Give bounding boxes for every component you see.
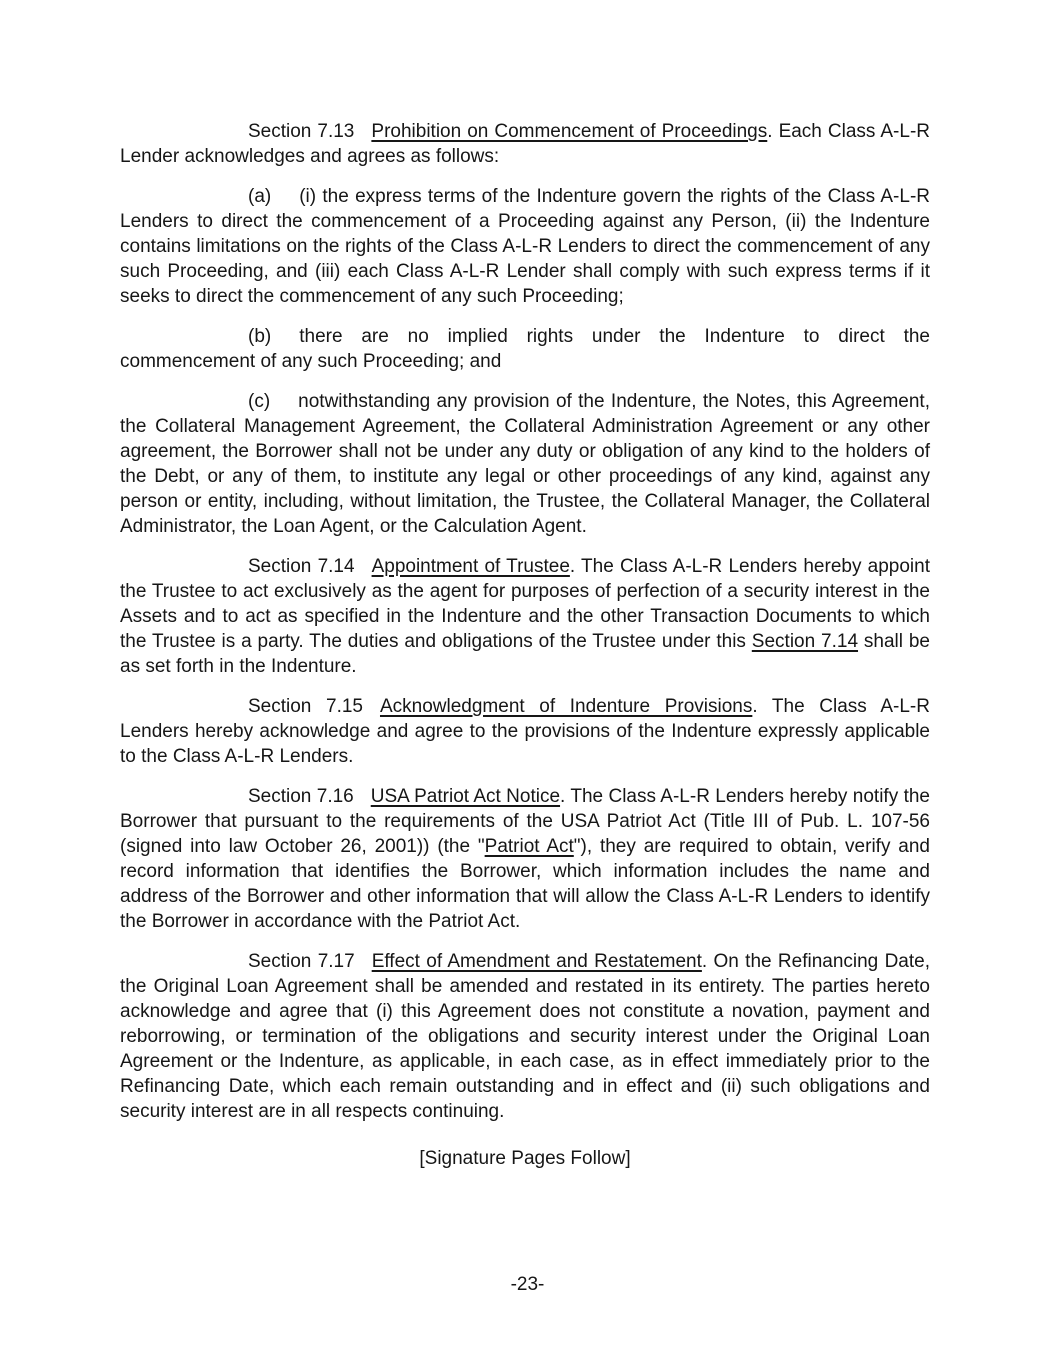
text-run: . The Class A-L-R Lenders hereby appoint the Trustee to act exclusively as the agent for purposes of perfection of a security interest in the Assets and to act as specified in the Indenture and the other Transaction Documents to which the Trustee is a party. The duties and obligations of the Trustee under this [120, 556, 930, 652]
text-run: (b) [248, 326, 272, 347]
text-run: Section 7.17 [248, 951, 355, 972]
text-run: . On the Refinancing Date, the Original Loan Agreement shall be amended and restated in its entirety. The parties hereto acknowledge and agree that (i) this Agreement does not constitute a novation, payment and reborrowing, or termination of the obligations and security interest under the Original Loan Agreement or the Indenture, as applicable, in each case, as in effect immediately prior to the Refinancing Date, which each remain outstanding and in effect and (ii) such obligations and security interest are in all respects continuing. [120, 951, 930, 1122]
text-run: . Each Class A-L-R Lender acknowledges and agrees as follows: [120, 121, 931, 167]
text-run: Section 7.16 [248, 786, 354, 807]
underlined-text-run: Patriot Act [484, 836, 574, 857]
text-run: shall be as set forth in the Indenture. [120, 631, 930, 677]
section-7-14-paragraph [120, 554, 930, 679]
text-run: Section 7.13 [248, 121, 355, 142]
text-run: . The Class A-L-R Lenders hereby acknowledge and agree to the provisions of the Indenture expressly applicable to the Class A-L-R Lenders. [120, 696, 930, 767]
text-run: (c) [248, 391, 271, 412]
clause-b-paragraph [120, 324, 930, 374]
underlined-text-run: Effect of Amendment and Restatement [371, 951, 702, 972]
text-run: . The Class A-L-R Lenders hereby notify the Borrower that pursuant to the requirements of the USA Patriot Act (Title III of Pub. L. 107-56 (signed into law October 26, 2001)) (the " [120, 786, 930, 857]
section-7-13-heading-paragraph [120, 119, 930, 169]
text-run: notwithstanding any provision of the Indenture, the Notes, this Agreement, the Collateral Management Agreement, the Collateral Administration Agreement or any other agreement, the Borrower shall not be under any duty or obligation of any kind to the holders of the Debt, or any of them, to institute any legal or other proceedings of any kind, against any person or entity, including, without limitation, the Trustee, the Collateral Manager, the Collateral Administrator, the Loan Agent, or the Calculation Agent. [120, 391, 930, 537]
underlined-text-run: USA Patriot Act Notice [370, 786, 561, 807]
text-run: "), they are required to obtain, verify and record information that identifies the Borrower, which information includes the name and address of the Borrower and other information that will allow the Class A-L-R Lenders to identify the Borrower in accordance with the Patriot Act. [120, 836, 930, 932]
underlined-text-run: Acknowledgment of Indenture Provisions [379, 696, 753, 717]
underlined-text-run: Prohibition on Commencement of Proceedings [371, 121, 768, 142]
section-7-16-paragraph [120, 784, 930, 934]
text-run: there are no implied rights under the Indenture to direct the commencement of any such Proceeding; and [120, 326, 930, 372]
document-body [120, 119, 930, 1186]
section-7-15-paragraph [120, 694, 930, 769]
text-run: [Signature Pages Follow] [419, 1148, 631, 1169]
underlined-text-run: Section 7.14 [751, 631, 859, 652]
underlined-text-run: Appointment of Trustee [371, 556, 570, 577]
text-run: (i) the express terms of the Indenture govern the rights of the Class A-L-R Lenders to direct the commencement of a Proceeding against any Person, (ii) the Indenture contains limitations on the rights of the Class A-L-R Lenders to direct the commencement of any such Proceeding, and (iii) each Class A-L-R Lender shall comply with such express terms if it seeks to direct the commencement of any such Proceeding; [120, 186, 930, 307]
clause-a-paragraph [120, 184, 930, 309]
signature-pages-note [120, 1146, 930, 1171]
page-number: -23- [510, 1274, 545, 1295]
section-7-17-paragraph [120, 949, 930, 1124]
clause-c-paragraph [120, 389, 930, 539]
text-run: Section 7.14 [248, 556, 355, 577]
text-run: Section 7.15 [248, 696, 363, 717]
text-run: (a) [248, 186, 272, 207]
